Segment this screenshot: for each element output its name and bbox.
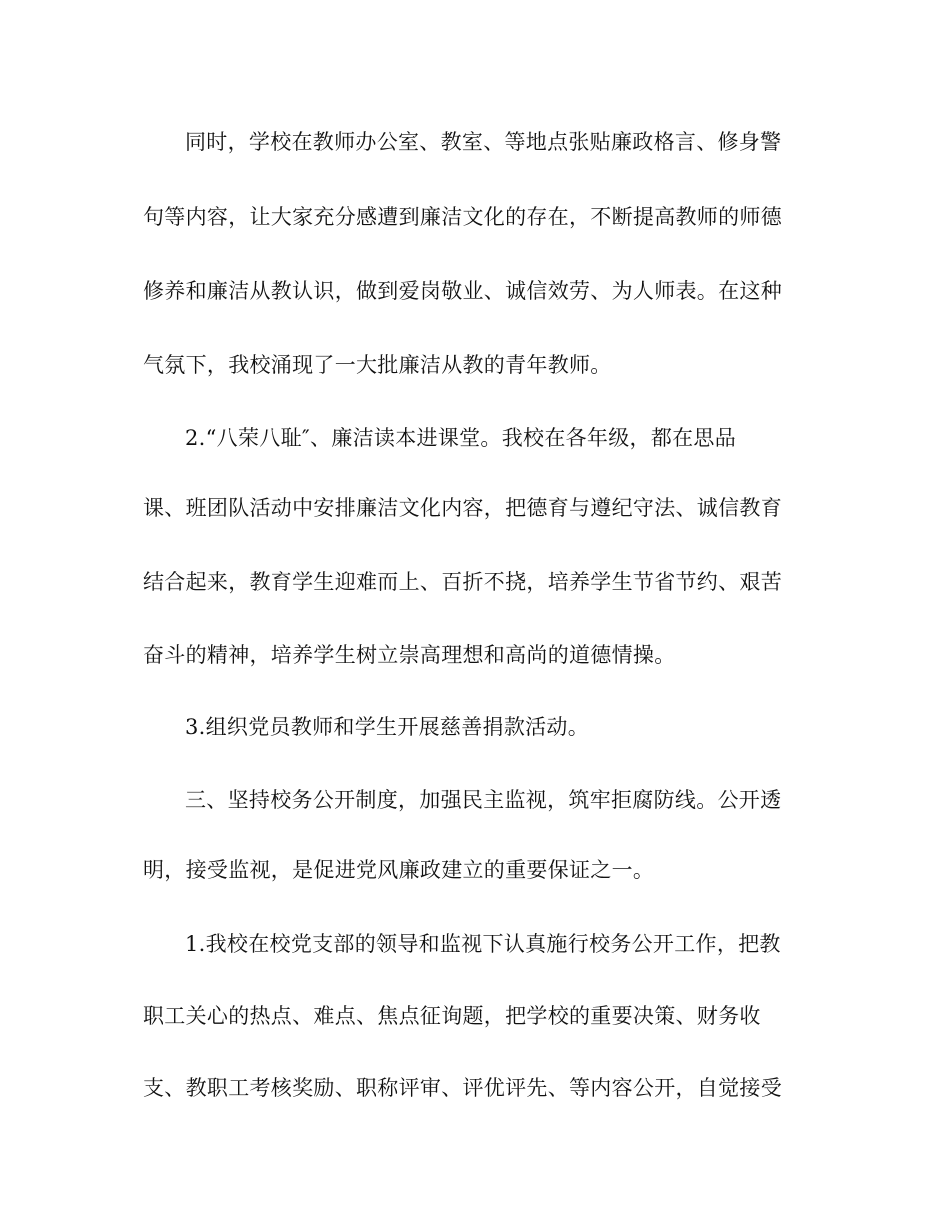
paragraph-2-line-1: 2.“八荣八耻″、廉洁读本进课堂。我校在各年级，都在思品 [185, 426, 737, 450]
paragraph-5-line-1: 1.我校在校党支部的领导和监视下认真施行校务公开工作，把教 [185, 932, 781, 956]
paragraph-2-line-4: 奋斗的精神，培养学生树立崇高理想和高尚的道德情操。 [143, 643, 676, 667]
paragraph-1-line-2: 句等内容，让大家充分感遭到廉洁文化的存在，不断提高教师的师德 [143, 205, 782, 229]
paragraph-2-line-2: 课、班团队活动中安排廉洁文化内容，把德育与遵纪守法、诚信教育 [143, 496, 782, 520]
paragraph-5-line-3: 支、教职工考核奖励、职称评审、评优评先、等内容公开，自觉接受 [143, 1076, 782, 1100]
paragraph-2-line-3: 结合起来，教育学生迎难而上、百折不挠，培养学生节省节约、艰苦 [143, 570, 782, 594]
paragraph-1-line-3: 修养和廉洁从教认识，做到爱岗敬业、诚信效劳、为人师表。在这种 [143, 279, 782, 303]
paragraph-1-line-1: 同时，学校在教师办公室、教室、等地点张贴廉政格言、修身警 [185, 130, 782, 154]
paragraph-5-line-2: 职工关心的热点、难点、焦点征询题，把学校的重要决策、财务收 [143, 1004, 761, 1028]
paragraph-3-line-1: 3.组织党员教师和学生开展慈善捐款活动。 [185, 715, 590, 739]
paragraph-4-line-1: 三、坚持校务公开制度，加强民主监视，筑牢拒腐防线。公开透 [185, 788, 782, 812]
paragraph-1-line-4: 气氛下，我校涌现了一大批廉洁从教的青年教师。 [143, 353, 612, 377]
paragraph-4-line-2: 明，接受监视，是促进党风廉政建立的重要保证之一。 [143, 858, 655, 882]
